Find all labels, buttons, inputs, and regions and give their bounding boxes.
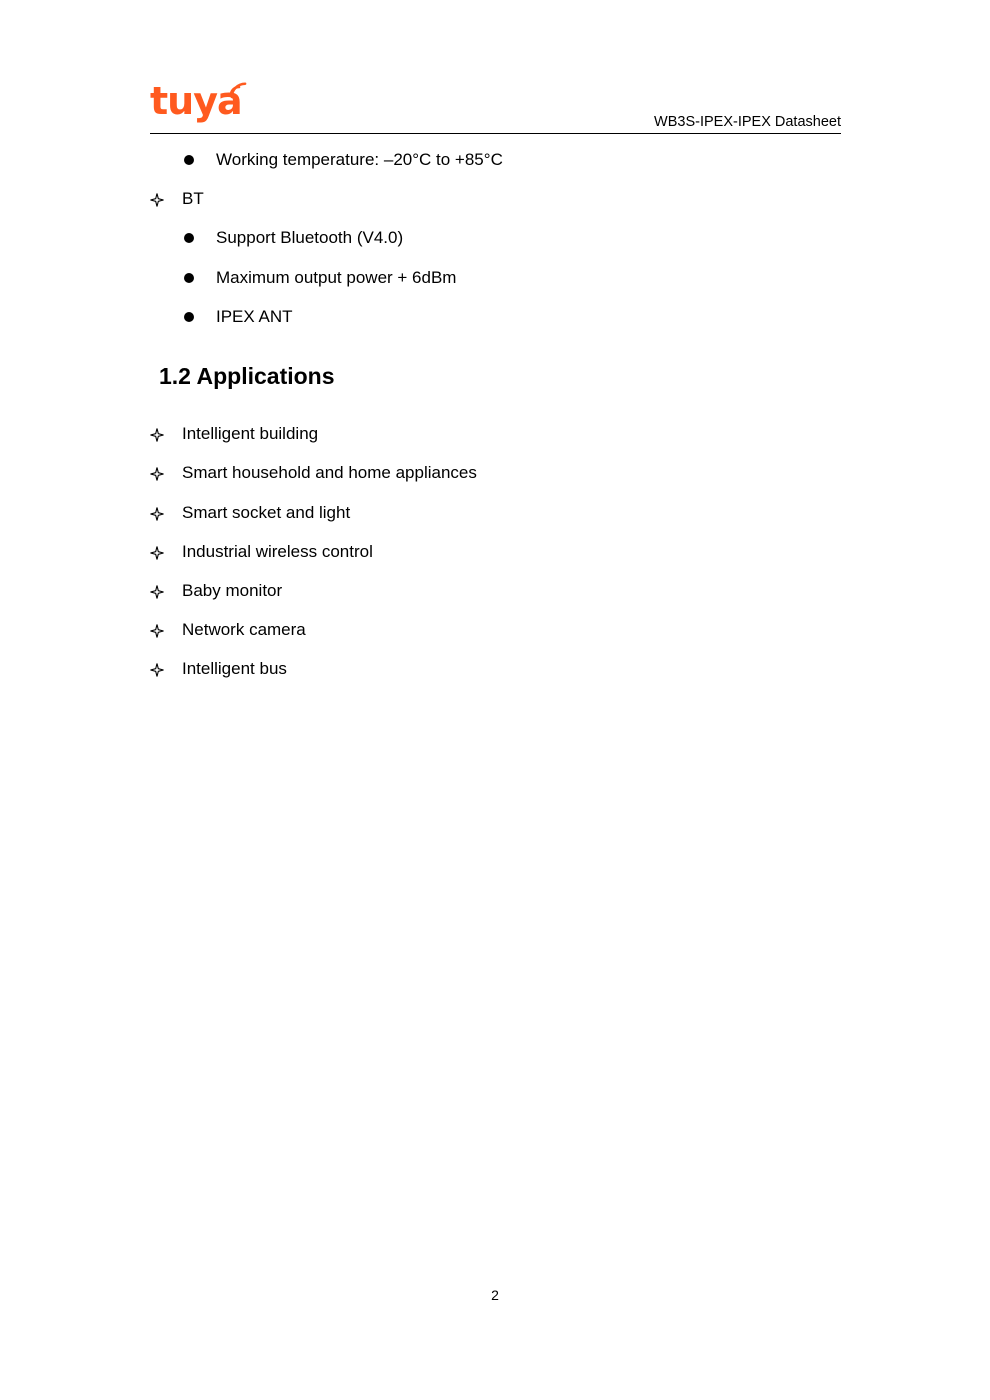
wifi-wave-icon bbox=[228, 82, 250, 104]
filled-circle-bullet-icon bbox=[184, 273, 194, 283]
document-title: WB3S-IPEX-IPEX Datasheet bbox=[654, 114, 841, 130]
four-point-star-icon bbox=[150, 507, 164, 521]
list-item: Smart socket and light bbox=[182, 503, 351, 522]
four-point-star-icon bbox=[150, 546, 164, 560]
list-item-text: IPEX ANT bbox=[216, 307, 293, 326]
page-header bbox=[150, 78, 841, 134]
logo-wordmark: tuya bbox=[150, 79, 242, 123]
list-item: Network camera bbox=[182, 620, 306, 639]
four-point-star-icon bbox=[150, 428, 164, 442]
four-point-star-icon bbox=[150, 624, 164, 638]
bt-section-label: BT bbox=[182, 189, 204, 208]
list-item: Baby monitor bbox=[182, 581, 283, 600]
four-point-star-icon bbox=[150, 193, 164, 207]
filled-circle-bullet-icon bbox=[184, 155, 194, 165]
list-item-text: Maximum output power + 6dBm bbox=[216, 268, 457, 287]
list-item: Industrial wireless control bbox=[182, 542, 373, 561]
section-heading: 1.2 Applications bbox=[159, 363, 335, 389]
list-item: Intelligent building bbox=[182, 424, 319, 443]
list-item: Intelligent bus bbox=[182, 659, 287, 678]
four-point-star-icon bbox=[150, 467, 164, 481]
filled-circle-bullet-icon bbox=[184, 233, 194, 243]
four-point-star-icon bbox=[150, 585, 164, 599]
page-number: 2 bbox=[491, 1287, 499, 1303]
four-point-star-icon bbox=[150, 663, 164, 677]
list-item-text: Working temperature: –20°C to +85°C bbox=[216, 150, 503, 169]
tuya-logo bbox=[150, 78, 260, 130]
list-item: Smart household and home appliances bbox=[182, 463, 477, 482]
filled-circle-bullet-icon bbox=[184, 312, 194, 322]
list-item-text: Support Bluetooth (V4.0) bbox=[216, 228, 404, 247]
